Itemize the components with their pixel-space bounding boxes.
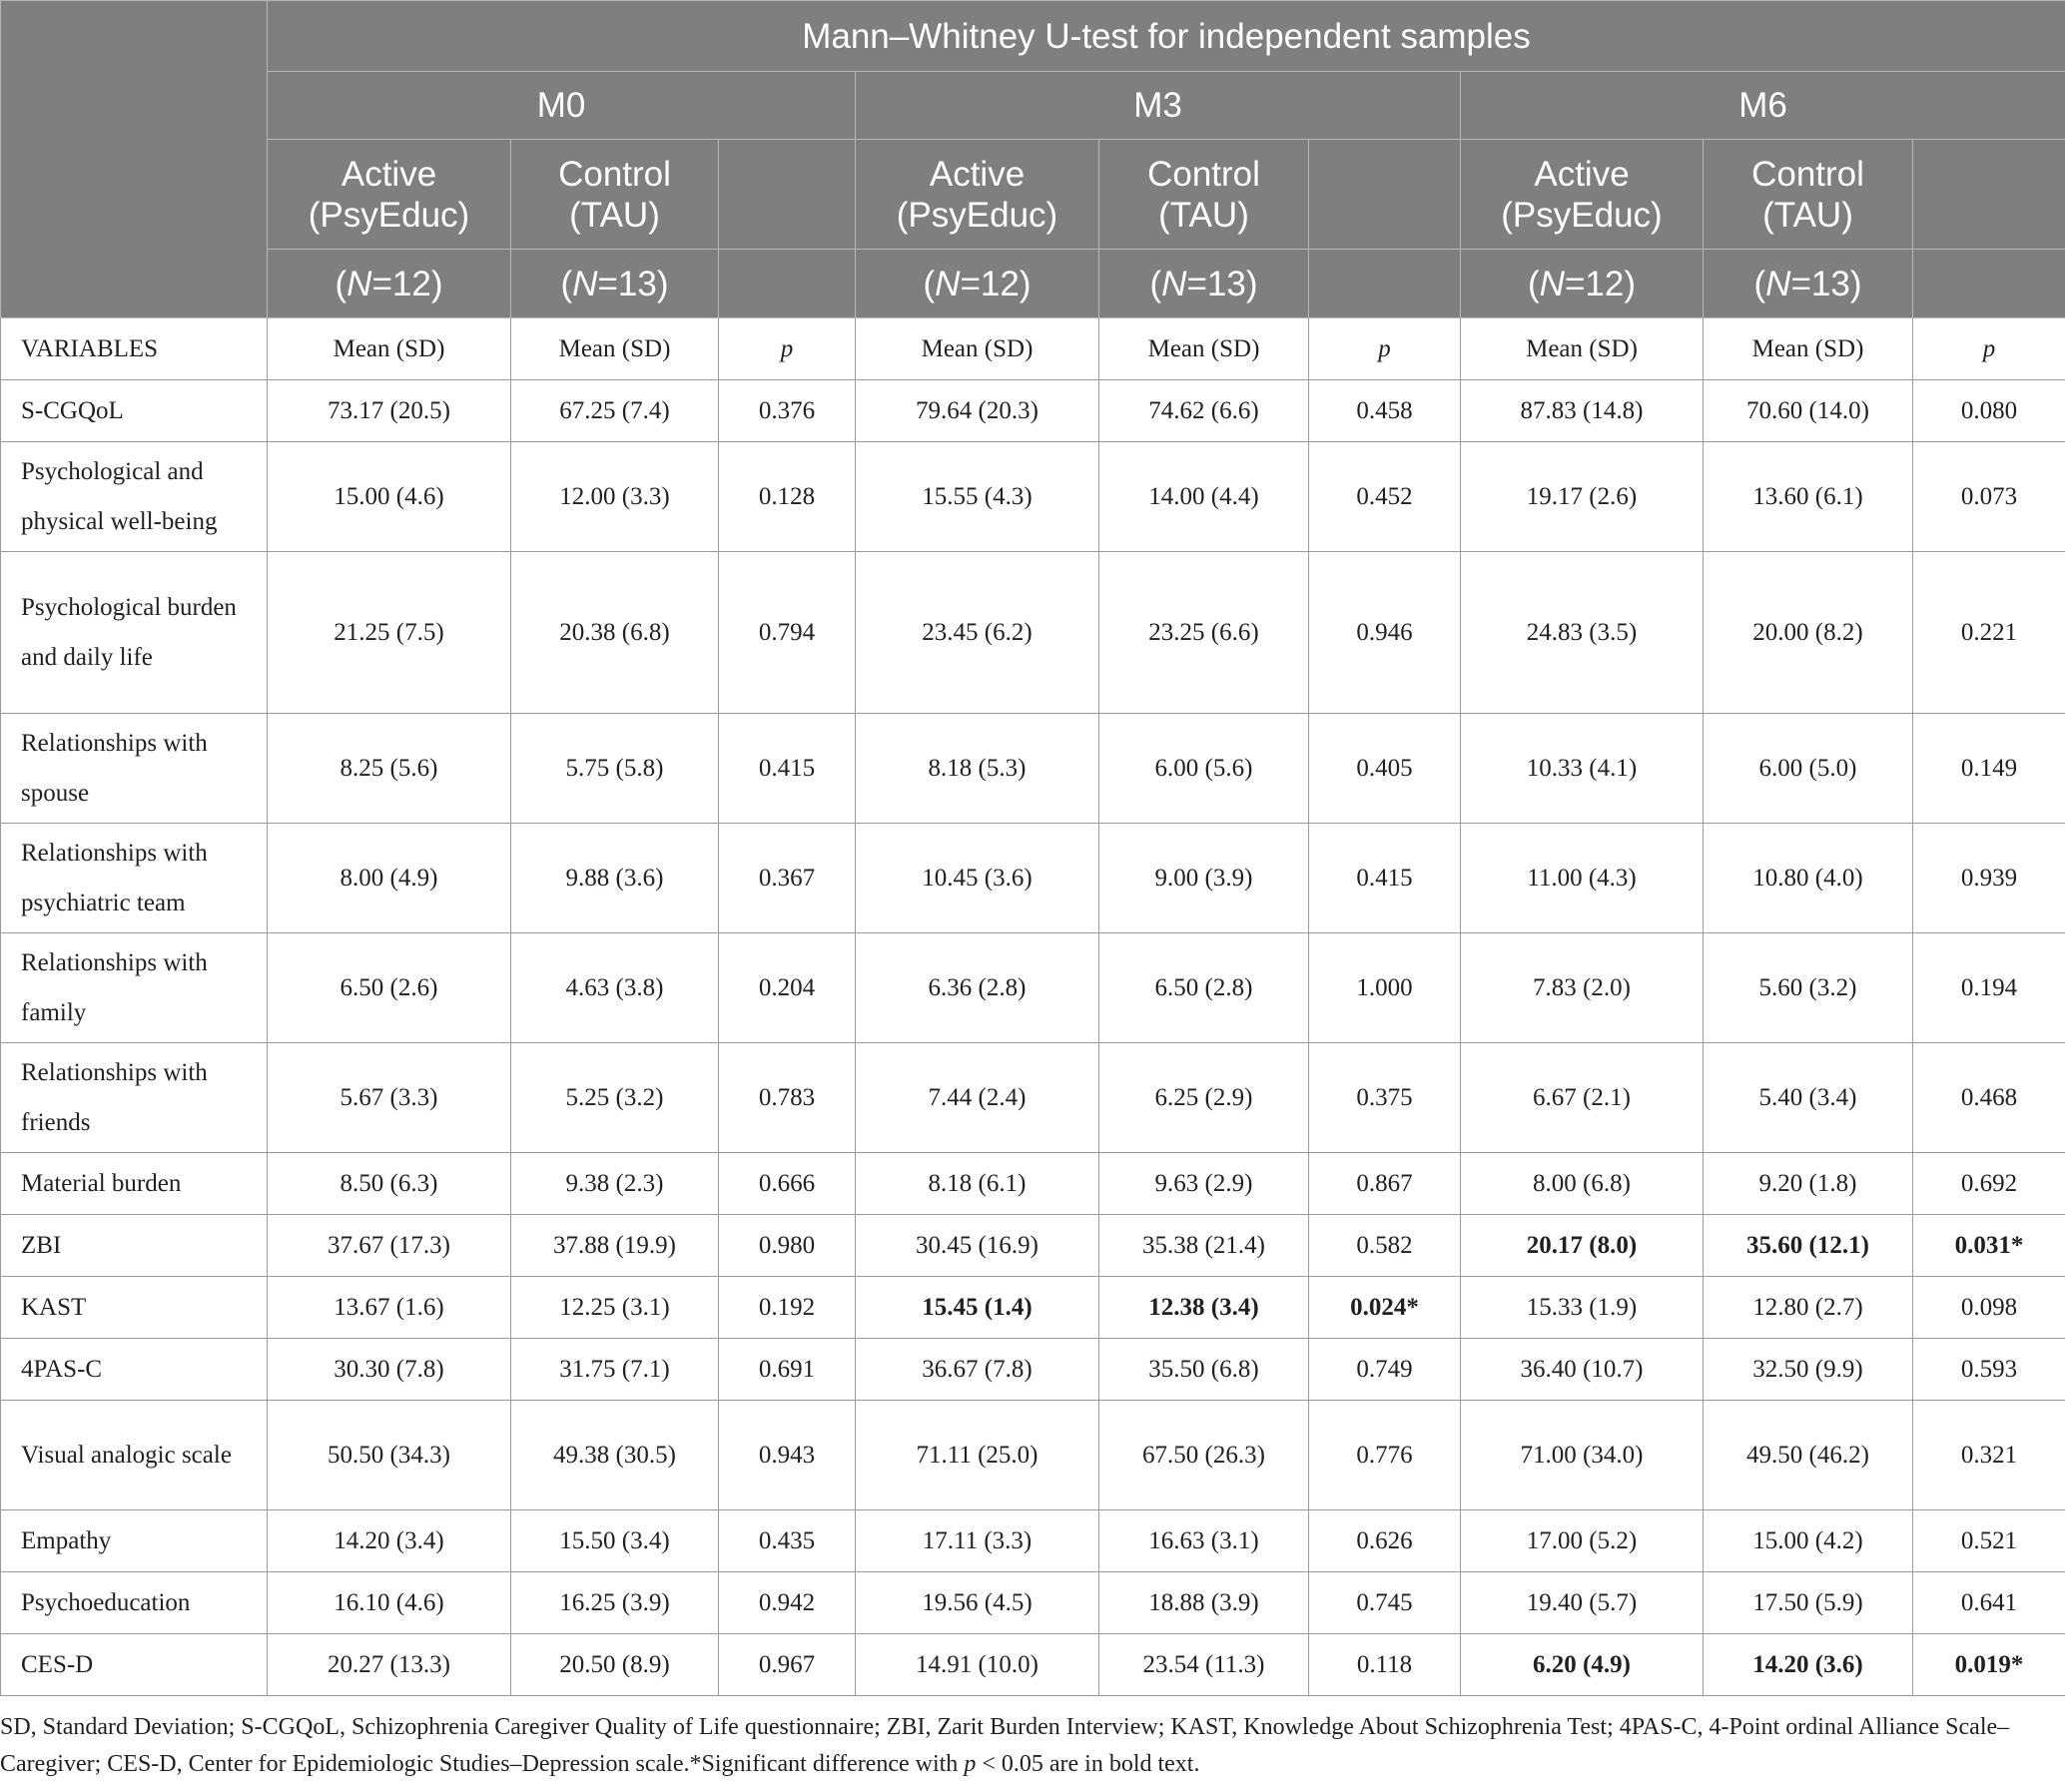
active-group-name: Active	[929, 154, 1026, 194]
mean-sd-cell: 8.00 (4.9)	[268, 824, 511, 933]
mean-sd-cell: 8.18 (6.1)	[856, 1153, 1099, 1215]
control-group-header	[1099, 140, 1309, 250]
mean-sd-cell: 35.60 (12.1)	[1704, 1215, 1913, 1277]
mean-sd-header: Mean (SD)	[1099, 318, 1309, 380]
n-value: =13)	[597, 264, 669, 303]
p-value-cell: 0.458	[1309, 380, 1461, 442]
p-value-cell: 0.367	[719, 824, 856, 933]
p-value-cell: 0.019*	[1913, 1634, 2065, 1696]
table-header	[1, 1, 2065, 318]
mean-sd-cell: 11.00 (4.3)	[1461, 824, 1704, 933]
p-value-cell: 0.745	[1309, 1572, 1461, 1634]
p-value-cell: 0.666	[719, 1153, 856, 1215]
mean-sd-header: Mean (SD)	[268, 318, 511, 380]
p-value-cell: 0.375	[1309, 1043, 1461, 1153]
mean-sd-cell: 8.18 (5.3)	[856, 714, 1099, 824]
p-value-cell: 0.080	[1913, 380, 2065, 442]
p-value-cell: 0.321	[1913, 1401, 2065, 1510]
mean-sd-header: Mean (SD)	[1704, 318, 1913, 380]
control-n-header	[511, 250, 719, 318]
mean-sd-cell: 24.83 (3.5)	[1461, 552, 1704, 714]
variable-label: Relationships with friends	[1, 1043, 268, 1153]
n-value: =12)	[960, 264, 1032, 303]
mean-sd-cell: 14.91 (10.0)	[856, 1634, 1099, 1696]
table-row	[1, 552, 2065, 714]
p-value-cell: 0.118	[1309, 1634, 1461, 1696]
n-letter: N	[572, 264, 598, 303]
mean-sd-cell: 13.67 (1.6)	[268, 1277, 511, 1339]
mean-sd-cell: 49.50 (46.2)	[1704, 1401, 1913, 1510]
control-group-name: Control	[1751, 154, 1864, 194]
p-value-cell: 0.405	[1309, 714, 1461, 824]
control-group-name: Control	[1147, 154, 1260, 194]
mean-sd-cell: 12.00 (3.3)	[511, 442, 719, 552]
mean-sd-cell: 21.25 (7.5)	[268, 552, 511, 714]
mean-sd-cell: 16.25 (3.9)	[511, 1572, 719, 1634]
p-value-cell: 0.783	[719, 1043, 856, 1153]
n-open: (	[335, 264, 347, 303]
p-value-cell: 0.128	[719, 442, 856, 552]
mean-sd-cell: 35.38 (21.4)	[1099, 1215, 1309, 1277]
mean-sd-header: Mean (SD)	[856, 318, 1099, 380]
table-row	[1, 824, 2065, 933]
mean-sd-cell: 37.88 (19.9)	[511, 1215, 719, 1277]
table-row	[1, 1401, 2065, 1510]
mean-sd-cell: 32.50 (9.9)	[1704, 1339, 1913, 1401]
mean-sd-cell: 10.45 (3.6)	[856, 824, 1099, 933]
n-value: =12)	[1564, 264, 1636, 303]
table-row	[1, 442, 2065, 552]
variable-label: Empathy	[1, 1510, 268, 1572]
active-group-name: Active	[1534, 154, 1630, 194]
mean-sd-cell: 73.17 (20.5)	[268, 380, 511, 442]
active-n-header	[268, 250, 511, 318]
mean-sd-cell: 7.44 (2.4)	[856, 1043, 1099, 1153]
mean-sd-cell: 67.50 (26.3)	[1099, 1401, 1309, 1510]
mean-sd-cell: 6.25 (2.9)	[1099, 1043, 1309, 1153]
footnote-text: SD, Standard Deviation; S-CGQoL, Schizophrenia Caregiver Quality of Life questionnaire; ZBI, Zarit Burden Interview; KAST, Knowledge About Schizophrenia Test; 4PAS-C, 4-Point ordinal Alliance Scale–Caregiver; CES-D, Center for Epidemiologic Studies–Depression scale.*Significant difference with	[0, 1714, 2010, 1777]
variable-label: Relationships with spouse	[1, 714, 268, 824]
active-group-sub: (PsyEduc)	[308, 195, 470, 235]
mean-sd-cell: 20.50 (8.9)	[511, 1634, 719, 1696]
n-value: =12)	[371, 264, 443, 303]
table-body	[1, 318, 2065, 1696]
mean-sd-cell: 9.38 (2.3)	[511, 1153, 719, 1215]
mean-sd-cell: 20.00 (8.2)	[1704, 552, 1913, 714]
mean-sd-cell: 10.33 (4.1)	[1461, 714, 1704, 824]
mean-sd-cell: 8.50 (6.3)	[268, 1153, 511, 1215]
variable-label: KAST	[1, 1277, 268, 1339]
table-row	[1, 1215, 2065, 1277]
mean-sd-cell: 15.00 (4.2)	[1704, 1510, 1913, 1572]
mean-sd-cell: 9.63 (2.9)	[1099, 1153, 1309, 1215]
p-value-cell: 0.593	[1913, 1339, 2065, 1401]
footnote-p-symbol: p	[964, 1751, 977, 1777]
p-value-cell: 0.794	[719, 552, 856, 714]
table-footnote	[0, 1709, 2065, 1783]
table-row	[1, 1043, 2065, 1153]
p-value-cell: 0.521	[1913, 1510, 2065, 1572]
table-row	[1, 380, 2065, 442]
table-row	[1, 1277, 2065, 1339]
mean-sd-cell: 35.50 (6.8)	[1099, 1339, 1309, 1401]
n-open: (	[1149, 264, 1162, 303]
control-n-header	[1704, 250, 1913, 318]
table-row	[1, 714, 2065, 824]
mean-sd-cell: 18.88 (3.9)	[1099, 1572, 1309, 1634]
variable-label: Relationships with psychiatric team	[1, 824, 268, 933]
mean-sd-cell: 12.80 (2.7)	[1704, 1277, 1913, 1339]
p-value-cell: 0.942	[719, 1572, 856, 1634]
variable-label: Psychoeducation	[1, 1572, 268, 1634]
mean-sd-cell: 19.40 (5.7)	[1461, 1572, 1704, 1634]
mean-sd-cell: 5.25 (3.2)	[511, 1043, 719, 1153]
control-group-sub: (TAU)	[569, 195, 660, 235]
mean-sd-cell: 71.11 (25.0)	[856, 1401, 1099, 1510]
mean-sd-cell: 30.45 (16.9)	[856, 1215, 1099, 1277]
mean-sd-cell: 9.00 (3.9)	[1099, 824, 1309, 933]
mean-sd-cell: 17.11 (3.3)	[856, 1510, 1099, 1572]
n-open: (	[560, 264, 573, 303]
mean-sd-cell: 14.00 (4.4)	[1099, 442, 1309, 552]
p-value-header: p	[1913, 318, 2065, 380]
mean-sd-cell: 15.55 (4.3)	[856, 442, 1099, 552]
p-value-header: p	[719, 318, 856, 380]
mean-sd-cell: 7.83 (2.0)	[1461, 933, 1704, 1043]
mean-sd-cell: 5.67 (3.3)	[268, 1043, 511, 1153]
mean-sd-cell: 74.62 (6.6)	[1099, 380, 1309, 442]
p-group-header	[719, 140, 856, 250]
p-value-cell: 0.749	[1309, 1339, 1461, 1401]
mean-sd-cell: 79.64 (20.3)	[856, 380, 1099, 442]
p-value-cell: 0.435	[719, 1510, 856, 1572]
p-value-cell: 0.939	[1913, 824, 2065, 933]
active-group-header	[856, 140, 1099, 250]
p-value-cell: 0.967	[719, 1634, 856, 1696]
month-header: M3	[856, 72, 1461, 140]
active-n-header	[1461, 250, 1704, 318]
control-group-sub: (TAU)	[1762, 195, 1853, 235]
table-row	[1, 1153, 2065, 1215]
mean-sd-cell: 19.17 (2.6)	[1461, 442, 1704, 552]
mean-sd-cell: 16.63 (3.1)	[1099, 1510, 1309, 1572]
p-n-header	[1309, 250, 1461, 318]
mean-sd-cell: 6.50 (2.6)	[268, 933, 511, 1043]
mean-sd-cell: 70.60 (14.0)	[1704, 380, 1913, 442]
p-group-header	[1309, 140, 1461, 250]
mean-sd-cell: 12.25 (3.1)	[511, 1277, 719, 1339]
mean-sd-cell: 6.67 (2.1)	[1461, 1043, 1704, 1153]
month-header: M0	[268, 72, 856, 140]
variable-label: Psychological burden and daily life	[1, 552, 268, 714]
mean-sd-cell: 6.50 (2.8)	[1099, 933, 1309, 1043]
table-row	[1, 1634, 2065, 1696]
mean-sd-cell: 19.56 (4.5)	[856, 1572, 1099, 1634]
active-group-sub: (PsyEduc)	[896, 195, 1058, 235]
mean-sd-cell: 16.10 (4.6)	[268, 1572, 511, 1634]
mean-sd-cell: 20.27 (13.3)	[268, 1634, 511, 1696]
mean-sd-cell: 23.45 (6.2)	[856, 552, 1099, 714]
n-open: (	[1753, 264, 1766, 303]
mean-sd-cell: 23.25 (6.6)	[1099, 552, 1309, 714]
mean-sd-cell: 71.00 (34.0)	[1461, 1401, 1704, 1510]
variable-label: Material burden	[1, 1153, 268, 1215]
mean-sd-cell: 17.50 (5.9)	[1704, 1572, 1913, 1634]
table-row	[1, 1510, 2065, 1572]
p-value-cell: 0.691	[719, 1339, 856, 1401]
variable-label: 4PAS-C	[1, 1339, 268, 1401]
variable-label: ZBI	[1, 1215, 268, 1277]
variable-label: CES-D	[1, 1634, 268, 1696]
mean-sd-cell: 8.00 (6.8)	[1461, 1153, 1704, 1215]
mean-sd-cell: 15.33 (1.9)	[1461, 1277, 1704, 1339]
table-row	[1, 933, 2065, 1043]
mean-sd-cell: 31.75 (7.1)	[511, 1339, 719, 1401]
mean-sd-cell: 50.50 (34.3)	[268, 1401, 511, 1510]
mean-sd-cell: 14.20 (3.4)	[268, 1510, 511, 1572]
mean-sd-cell: 67.25 (7.4)	[511, 380, 719, 442]
mean-sd-cell: 6.20 (4.9)	[1461, 1634, 1704, 1696]
p-value-cell: 0.980	[719, 1215, 856, 1277]
active-group-sub: (PsyEduc)	[1501, 195, 1663, 235]
month-header: M6	[1461, 72, 2065, 140]
n-open: (	[1528, 264, 1540, 303]
control-group-name: Control	[558, 154, 671, 194]
n-letter: N	[346, 264, 372, 303]
mean-sd-cell: 4.63 (3.8)	[511, 933, 719, 1043]
n-letter: N	[1539, 264, 1565, 303]
mean-sd-cell: 14.20 (3.6)	[1704, 1634, 1913, 1696]
mean-sd-cell: 9.88 (3.6)	[511, 824, 719, 933]
mean-sd-cell: 23.54 (11.3)	[1099, 1634, 1309, 1696]
mean-sd-header: Mean (SD)	[1461, 318, 1704, 380]
p-value-cell: 0.626	[1309, 1510, 1461, 1572]
p-value-cell: 0.192	[719, 1277, 856, 1339]
variable-label: S-CGQoL	[1, 380, 268, 442]
variable-label: Psychological and physical well-being	[1, 442, 268, 552]
p-value-cell: 0.776	[1309, 1401, 1461, 1510]
p-value-cell: 0.024*	[1309, 1277, 1461, 1339]
control-group-header	[511, 140, 719, 250]
p-value-cell: 0.452	[1309, 442, 1461, 552]
p-value-cell: 0.641	[1913, 1572, 2065, 1634]
mean-sd-cell: 5.75 (5.8)	[511, 714, 719, 824]
p-value-cell: 0.204	[719, 933, 856, 1043]
active-group-name: Active	[341, 154, 437, 194]
p-value-cell: 1.000	[1309, 933, 1461, 1043]
mean-sd-cell: 36.40 (10.7)	[1461, 1339, 1704, 1401]
n-open: (	[923, 264, 936, 303]
n-value: =13)	[1186, 264, 1258, 303]
n-letter: N	[1161, 264, 1187, 303]
mean-sd-cell: 37.67 (17.3)	[268, 1215, 511, 1277]
active-n-header	[856, 250, 1099, 318]
mean-sd-cell: 15.50 (3.4)	[511, 1510, 719, 1572]
p-value-header: p	[1309, 318, 1461, 380]
p-group-header	[1913, 140, 2065, 250]
mean-sd-cell: 12.38 (3.4)	[1099, 1277, 1309, 1339]
mean-sd-cell: 15.00 (4.6)	[268, 442, 511, 552]
mean-sd-cell: 6.00 (5.6)	[1099, 714, 1309, 824]
control-n-header	[1099, 250, 1309, 318]
p-n-header	[1913, 250, 2065, 318]
p-value-cell: 0.415	[1309, 824, 1461, 933]
mean-sd-cell: 20.17 (8.0)	[1461, 1215, 1704, 1277]
n-letter: N	[1765, 264, 1791, 303]
mean-sd-cell: 8.25 (5.6)	[268, 714, 511, 824]
mean-sd-cell: 20.38 (6.8)	[511, 552, 719, 714]
table-title: Mann–Whitney U-test for independent samples	[268, 1, 2065, 72]
control-group-sub: (TAU)	[1158, 195, 1249, 235]
mean-sd-cell: 6.36 (2.8)	[856, 933, 1099, 1043]
mean-sd-cell: 87.83 (14.8)	[1461, 380, 1704, 442]
p-value-cell: 0.582	[1309, 1215, 1461, 1277]
mean-sd-header: Mean (SD)	[511, 318, 719, 380]
p-value-cell: 0.468	[1913, 1043, 2065, 1153]
mean-sd-cell: 10.80 (4.0)	[1704, 824, 1913, 933]
variable-label: Visual analogic scale	[1, 1401, 268, 1510]
n-letter: N	[935, 264, 961, 303]
p-value-cell: 0.031*	[1913, 1215, 2065, 1277]
p-value-cell: 0.194	[1913, 933, 2065, 1043]
p-value-cell: 0.221	[1913, 552, 2065, 714]
n-value: =13)	[1790, 264, 1862, 303]
mean-sd-cell: 5.40 (3.4)	[1704, 1043, 1913, 1153]
p-value-cell: 0.415	[719, 714, 856, 824]
mean-sd-cell: 6.00 (5.0)	[1704, 714, 1913, 824]
footnote-text-end: < 0.05 are in bold text.	[976, 1751, 1200, 1777]
mean-sd-cell: 49.38 (30.5)	[511, 1401, 719, 1510]
p-value-cell: 0.149	[1913, 714, 2065, 824]
active-group-header	[268, 140, 511, 250]
mean-sd-cell: 36.67 (7.8)	[856, 1339, 1099, 1401]
p-value-cell: 0.943	[719, 1401, 856, 1510]
mean-sd-cell: 9.20 (1.8)	[1704, 1153, 1913, 1215]
table-row	[1, 1339, 2065, 1401]
p-value-cell: 0.946	[1309, 552, 1461, 714]
p-value-cell: 0.073	[1913, 442, 2065, 552]
control-group-header	[1704, 140, 1913, 250]
mean-sd-cell: 15.45 (1.4)	[856, 1277, 1099, 1339]
variables-header: VARIABLES	[1, 318, 268, 380]
active-group-header	[1461, 140, 1704, 250]
p-value-cell: 0.098	[1913, 1277, 2065, 1339]
mean-sd-cell: 13.60 (6.1)	[1704, 442, 1913, 552]
mean-sd-cell: 17.00 (5.2)	[1461, 1510, 1704, 1572]
p-value-cell: 0.376	[719, 380, 856, 442]
p-n-header	[719, 250, 856, 318]
mean-sd-cell: 30.30 (7.8)	[268, 1339, 511, 1401]
mean-sd-cell: 5.60 (3.2)	[1704, 933, 1913, 1043]
p-value-cell: 0.692	[1913, 1153, 2065, 1215]
table-row	[1, 1572, 2065, 1634]
variable-label: Relationships with family	[1, 933, 268, 1043]
p-value-cell: 0.867	[1309, 1153, 1461, 1215]
header-corner	[1, 1, 268, 318]
